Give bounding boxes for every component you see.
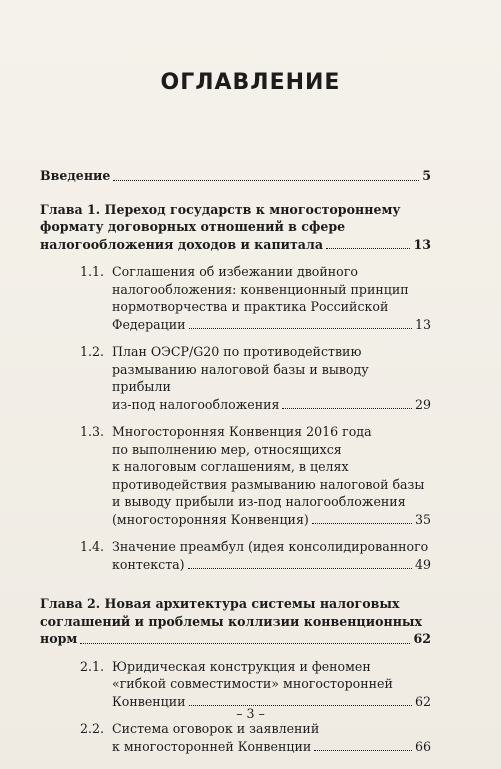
toc-entry-label-line: соглашений и проблемы коллизии конвенционных bbox=[40, 613, 423, 629]
toc-entry-label-line: Конвенции bbox=[112, 693, 186, 709]
toc-entry-chapter-2[interactable] bbox=[40, 595, 431, 648]
leader-dots bbox=[312, 523, 412, 524]
toc-entry-label-line: норм bbox=[40, 631, 78, 646]
toc-entry-label-line: Федерации bbox=[112, 316, 186, 332]
leader-dots bbox=[314, 750, 412, 751]
toc-entry-label-line: (многосторонняя Конвенция) bbox=[112, 511, 309, 527]
toc-entry-label-line: из-под налогообложения bbox=[112, 396, 280, 412]
toc-entry-section-1-3[interactable] bbox=[40, 423, 431, 528]
toc-entry-label-line: Глава 2. Новая архитектура системы налоговых bbox=[40, 596, 400, 611]
toc-entry-label-line: к налоговым соглашениям, в целях bbox=[112, 459, 349, 474]
toc-entry-label-line: Значение преамбул (идея консолидированного bbox=[112, 539, 429, 554]
toc-section-number: 1.4. bbox=[80, 539, 105, 554]
toc-page-number: 13 bbox=[413, 236, 431, 252]
toc-section-number: 2.2. bbox=[80, 721, 105, 736]
toc-entry-label-line: формату договорных отношений в сфере bbox=[40, 219, 346, 234]
toc-entry-section-2-2[interactable] bbox=[40, 720, 431, 755]
toc-entry-label: Введение bbox=[40, 168, 111, 183]
toc-entry-label-line: налогообложения доходов и капитала bbox=[40, 236, 324, 252]
toc-entry-label-line: нормотворчества и практика Российской bbox=[112, 299, 389, 314]
toc-section-number: 2.1. bbox=[80, 658, 105, 674]
toc-entry-label-line: и выводу прибыли из-под налогообложения bbox=[112, 494, 406, 509]
toc-page-number: 62 bbox=[413, 631, 431, 646]
toc-page-number: 13 bbox=[414, 316, 431, 332]
toc-entry-chapter-1[interactable] bbox=[40, 201, 431, 254]
toc-entry-label-line: к многосторонней Конвенции bbox=[112, 738, 312, 754]
toc-page-number: 49 bbox=[414, 556, 431, 572]
toc-page-number: 62 bbox=[414, 693, 431, 709]
toc-entry-label-line: противодействия размыванию налоговой базы bbox=[112, 476, 425, 492]
toc-entry-label-line: размыванию налоговой базы и выводу прибыли bbox=[112, 361, 369, 394]
table-of-contents bbox=[40, 167, 431, 755]
leader-dots bbox=[113, 180, 419, 181]
toc-entry-label-line: налогообложения: конвенционный принцип bbox=[112, 281, 409, 297]
leader-dots bbox=[80, 643, 410, 644]
toc-entry-section-1-2[interactable] bbox=[40, 343, 431, 413]
leader-dots bbox=[326, 248, 410, 249]
toc-section-number: 1.2. bbox=[80, 344, 105, 359]
toc-entry-section-1-4[interactable] bbox=[40, 538, 431, 573]
toc-entry-intro[interactable] bbox=[40, 167, 431, 185]
toc-section-number: 1.1. bbox=[80, 264, 105, 279]
toc-page-number: 35 bbox=[414, 511, 431, 527]
toc-entry-label-line: Система оговорок и заявлений bbox=[112, 721, 320, 736]
toc-section-number: 1.3. bbox=[80, 424, 105, 439]
leader-dots bbox=[189, 328, 412, 329]
page-number: – 3 – bbox=[236, 706, 265, 721]
toc-entry-label-line: Глава 1. Переход государств к многостороннему bbox=[40, 201, 401, 217]
page-title: ОГЛАВЛЕНИЕ bbox=[160, 70, 341, 95]
toc-entry-label-line: «гибкой совместимости» многосторонней bbox=[112, 676, 393, 691]
toc-entry-label-line: План ОЭСР/G20 по противодействию bbox=[112, 344, 362, 359]
toc-entry-label-line: по выполнению мер, относящихся bbox=[112, 441, 342, 457]
toc-entry-section-1-1[interactable] bbox=[40, 263, 431, 333]
leader-dots bbox=[282, 408, 412, 409]
toc-entry-label-line: Соглашения об избежании двойного bbox=[112, 264, 358, 279]
toc-entry-label-line: контекста) bbox=[112, 556, 185, 572]
leader-dots bbox=[188, 568, 412, 569]
toc-entry-label-line: Юридическая конструкция и феномен bbox=[112, 658, 371, 674]
toc-entry-section-2-1[interactable] bbox=[40, 658, 431, 711]
toc-entry-label-line: Многосторонняя Конвенция 2016 года bbox=[112, 424, 372, 439]
toc-page-number: 29 bbox=[414, 396, 431, 412]
toc-page-number: 66 bbox=[414, 738, 431, 754]
toc-page-number: 5 bbox=[422, 168, 431, 183]
